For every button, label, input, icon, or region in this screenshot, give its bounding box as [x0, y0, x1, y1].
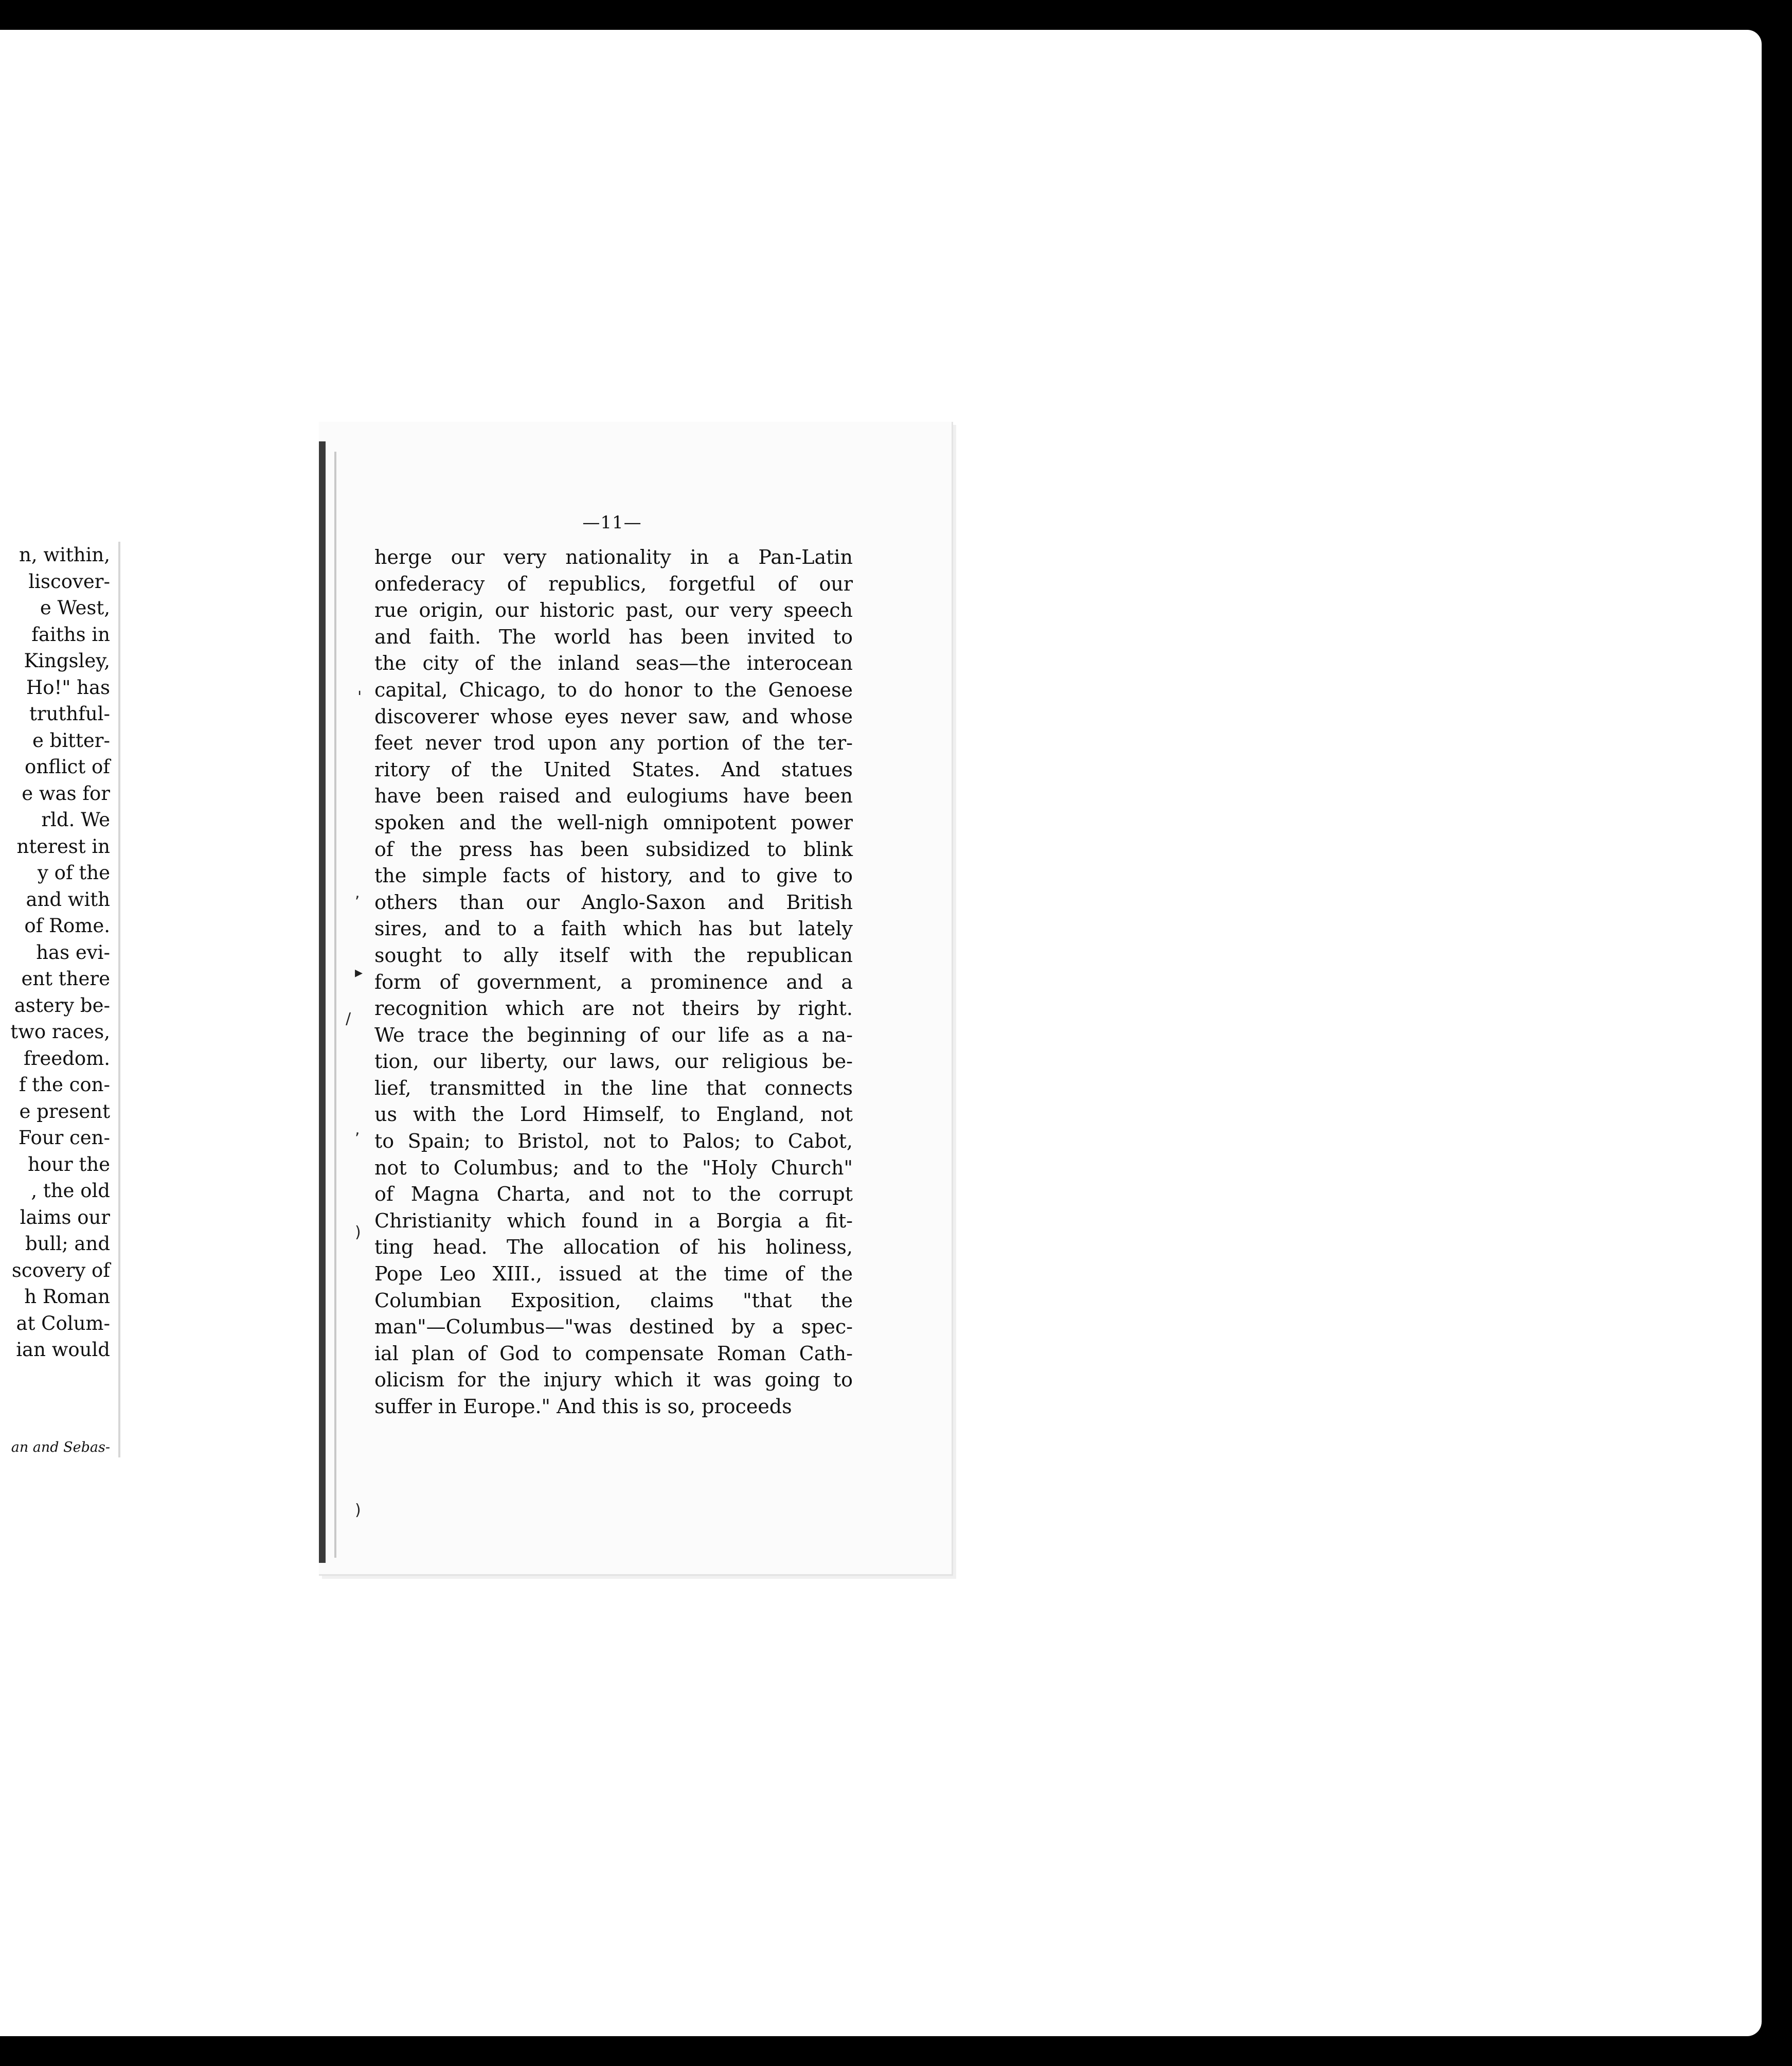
left-page-line: Kingsley, — [24, 650, 110, 672]
text-line: discoverer whose eyes never saw, and whose — [374, 705, 853, 728]
left-page-line: rld. We — [41, 809, 110, 831]
left-page-line: truthful- — [29, 703, 110, 725]
left-page-line: of Rome. — [24, 915, 110, 937]
text-line: capital, Chicago, to do honor to the Genoese — [374, 678, 853, 701]
left-page-line: laims our — [20, 1206, 110, 1228]
left-page-line: onflict of — [25, 756, 110, 778]
margin-mark: ▸ — [355, 964, 363, 982]
binding-shadow — [334, 452, 336, 1558]
margin-mark: ' — [357, 688, 362, 706]
text-line: Christianity which found in a Borgia a fit- — [374, 1209, 853, 1232]
left-page-fragment — [0, 542, 120, 1457]
left-page-line: e bitter- — [32, 729, 110, 752]
text-line: lief, transmitted in the line that connects — [374, 1076, 853, 1099]
text-line: recognition which are not theirs by right. — [374, 997, 853, 1020]
left-page-line: liscover- — [28, 570, 110, 593]
left-page-line: n, within, — [19, 544, 110, 566]
margin-mark: ) — [355, 1223, 361, 1241]
left-page-line: bull; and — [25, 1233, 110, 1255]
left-page-line: faiths in — [31, 623, 110, 646]
text-line: ritory of the United States. And statues — [374, 758, 853, 781]
binding-edge — [319, 441, 326, 1563]
text-line: of Magna Charta, and not to the corrupt — [374, 1183, 853, 1206]
left-page-text — [0, 542, 110, 1363]
left-page-line: has evi- — [36, 941, 110, 964]
text-line: man"—Columbus—"was destined by a spec- — [374, 1315, 853, 1339]
left-page-footnote: an and Sebas- — [11, 1439, 110, 1455]
left-page-line: at Colum- — [16, 1312, 110, 1334]
left-page-line: h Roman — [24, 1286, 110, 1308]
text-line: others than our Anglo-Saxon and British — [374, 890, 853, 914]
left-page-line: , the old — [31, 1180, 110, 1202]
text-line: the city of the inland seas—the interocean — [374, 652, 853, 675]
left-page-line: y of the — [38, 862, 110, 884]
left-page-line: ian would — [16, 1339, 110, 1361]
margin-mark: , — [355, 884, 360, 902]
text-line: feet never trod upon any portion of the ter- — [374, 732, 853, 755]
text-line: sires, and to a faith which has but lately — [374, 917, 853, 940]
text-line: ting head. The allocation of his holiness, — [374, 1236, 853, 1259]
text-line: the simple facts of history, and to give to — [374, 864, 853, 887]
text-line: have been raised and eulogiums have been — [374, 785, 853, 808]
text-line: ial plan of God to compensate Roman Cath- — [374, 1342, 853, 1365]
left-page-line: two races, — [10, 1021, 110, 1043]
text-line: rue origin, our historic past, our very speech — [374, 599, 853, 622]
text-line: sought to ally itself with the republican — [374, 943, 853, 967]
text-line: of the press has been subsidized to blink — [374, 838, 853, 861]
left-page-line: freedom. — [24, 1047, 110, 1070]
text-line: to Spain; to Bristol, not to Palos; to Cabot, — [374, 1130, 853, 1153]
page-number: —11— — [582, 512, 642, 533]
left-page-line: ent there — [21, 968, 110, 990]
scan-sheet — [0, 30, 1762, 2036]
left-page-line: Four cen- — [18, 1127, 110, 1149]
text-line: We trace the beginning of our life as a na- — [374, 1023, 853, 1046]
page-body-text — [374, 544, 853, 1420]
left-page-line: astery be- — [14, 994, 110, 1017]
left-page-line: hour the — [28, 1153, 110, 1176]
text-line: Pope Leo XIII., issued at the time of the — [374, 1262, 853, 1286]
text-line: Columbian Exposition, claims "that the — [374, 1289, 853, 1312]
text-line: and faith. The world has been invited to — [374, 625, 853, 648]
margin-mark: / — [346, 1010, 351, 1028]
left-page-line: nterest in — [16, 835, 110, 858]
text-line: not to Columbus; and to the "Holy Church" — [374, 1156, 853, 1179]
left-page-line: Ho!" has — [26, 676, 110, 699]
left-page-line: and with — [26, 888, 110, 911]
text-line: suffer in Europe." And this is so, proceeds — [374, 1395, 792, 1418]
left-page-line: scovery of — [11, 1259, 110, 1281]
margin-mark: , — [355, 1120, 360, 1138]
left-page-line: e was for — [22, 782, 110, 805]
left-page-line: e West, — [40, 597, 110, 619]
text-line: herge our very nationality in a Pan-Latin — [374, 546, 853, 568]
left-page-line: e present — [19, 1100, 110, 1123]
left-page-line: f the con- — [19, 1074, 110, 1096]
text-line: tion, our liberty, our laws, our religious be- — [374, 1050, 853, 1073]
text-line: spoken and the well-nigh omnipotent power — [374, 811, 853, 834]
text-line: form of government, a prominence and a — [374, 970, 853, 993]
text-line: olicism for the injury which it was going to — [374, 1368, 853, 1392]
text-line: onfederacy of republics, forgetful of our — [374, 572, 853, 595]
text-line: us with the Lord Himself, to England, not — [374, 1103, 853, 1126]
margin-mark: ) — [355, 1501, 361, 1519]
